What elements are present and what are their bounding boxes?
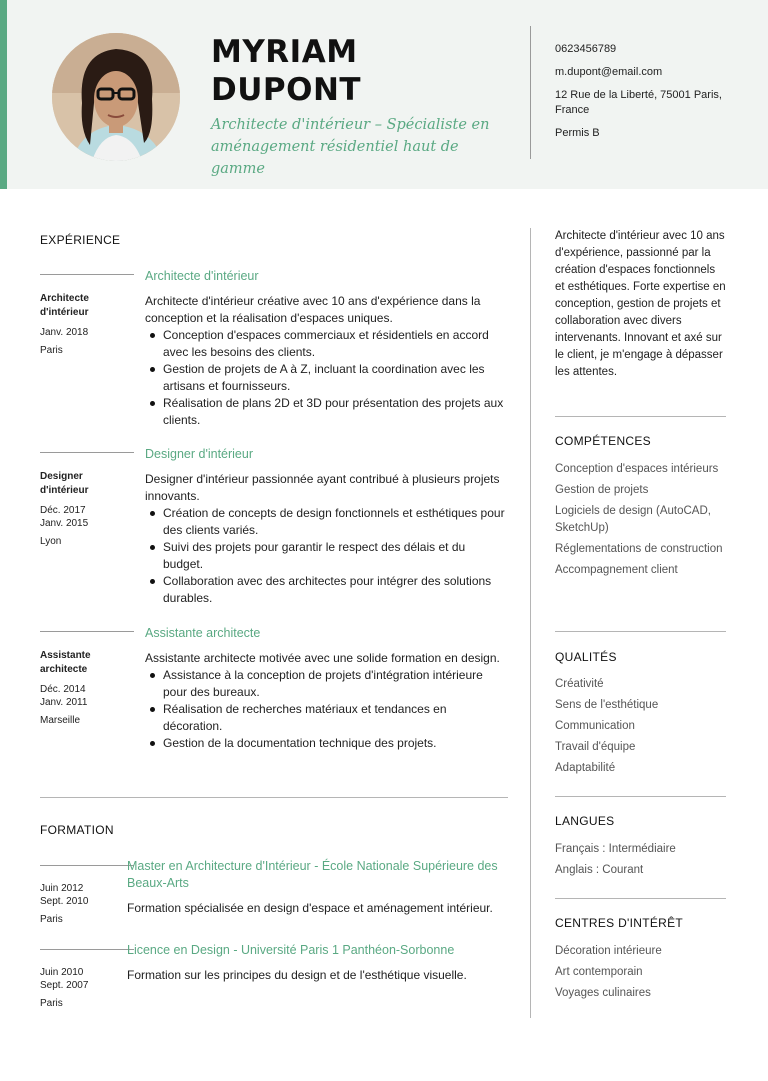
entry-title: Assistante architecte (145, 626, 261, 640)
skill-item: Logiciels de design (AutoCAD, SketchUp) (555, 505, 711, 534)
interests-list (555, 943, 727, 1006)
entry-role: Assistante architecte (40, 650, 91, 675)
entry-city: Marseille (40, 715, 81, 726)
languages-section-title: LANGUES (555, 814, 615, 828)
section-divider (555, 631, 726, 632)
entry-sidebar (40, 649, 130, 728)
postal-address: 12 Rue de la Liberté, 75001 Paris, France (555, 89, 722, 116)
interests-section-title: CENTRES D'INTÉRÊT (555, 916, 684, 930)
entry-content (127, 858, 512, 917)
entry-content (127, 942, 512, 984)
quality-item: Communication (555, 720, 635, 732)
entry-title: Licence en Design - Université Paris 1 Panthéon-Sorbonne (127, 943, 455, 957)
skill-item: Accompagnement client (555, 564, 678, 576)
interest-item: Art contemporain (555, 966, 643, 978)
entry-end-date: Juin 2010 (40, 967, 84, 978)
education-section-title: FORMATION (40, 823, 114, 837)
entry-content (145, 625, 505, 752)
entry-sidebar (40, 966, 130, 1011)
qualities-list (555, 676, 727, 781)
entry-role: Designer d'intérieur (40, 471, 89, 496)
entry-city: Paris (40, 914, 63, 925)
entry-title: Designer d'intérieur (145, 447, 253, 461)
contact-info (555, 42, 745, 149)
bullet-item: Gestion de la documentation technique des projets. (145, 735, 505, 752)
entry-date: Janv. 2018 (40, 327, 89, 338)
entry-title: Master en Architecture d'Intérieur - École Nationale Supérieure des Beaux-Arts (127, 859, 498, 890)
interest-item: Décoration intérieure (555, 945, 662, 957)
entry-rule (40, 865, 134, 866)
bullet-item: Réalisation de recherches matériaux et tendances en décoration. (145, 701, 505, 735)
entry-bullets (145, 505, 505, 607)
entry-title: Architecte d'intérieur (145, 269, 259, 283)
entry-sidebar (40, 470, 130, 549)
entry-description: Formation spécialisée en design d'espace et aménagement intérieur. (127, 901, 493, 915)
qualities-section-title: QUALITÉS (555, 650, 617, 664)
skill-item: Gestion de projets (555, 484, 649, 496)
quality-item: Créativité (555, 678, 604, 690)
entry-end-date: Déc. 2014 (40, 684, 86, 695)
section-divider (555, 796, 726, 797)
quality-item: Sens de l'esthétique (555, 699, 659, 711)
entry-rule (40, 452, 134, 453)
bullet-item: Assistance à la conception de projets d'intégration intérieure pour des bureaux. (145, 667, 505, 701)
bullet-item: Création de concepts de design fonctionnels et esthétiques pour des clients variés. (145, 505, 505, 539)
bullet-item: Conception d'espaces commerciaux et résidentiels en accord avec les besoins des clients. (145, 327, 505, 361)
entry-bullets (145, 667, 505, 752)
language-item: Anglais : Courant (555, 864, 644, 876)
driving-license: Permis B (555, 127, 600, 139)
entry-city: Paris (40, 345, 63, 356)
profile-photo-illustration (52, 33, 180, 161)
profile-photo (52, 33, 180, 161)
entry-city: Lyon (40, 536, 62, 547)
entry-end-date: Juin 2012 (40, 883, 84, 894)
bullet-item: Collaboration avec des architectes pour intégrer des solutions durables. (145, 573, 505, 607)
quality-item: Travail d'équipe (555, 741, 636, 753)
bullet-item: Gestion de projets de A à Z, incluant la coordination avec les artisans et fournisseurs. (145, 361, 505, 395)
section-divider (555, 898, 726, 899)
section-divider (40, 797, 508, 798)
entry-bullets (145, 327, 505, 429)
header-divider (530, 26, 531, 159)
entry-city: Paris (40, 998, 63, 1009)
interest-item: Voyages culinaires (555, 987, 651, 999)
skills-section-title: COMPÉTENCES (555, 434, 651, 448)
resume-header (0, 0, 768, 189)
skill-item: Conception d'espaces intérieurs (555, 463, 719, 475)
entry-rule (40, 274, 134, 275)
entry-description: Architecte d'intérieur créative avec 10 ans d'expérience dans la conception et la réalisation d'espaces uniques. (145, 294, 481, 325)
first-name: MYRIAM (211, 34, 358, 70)
entry-description: Assistante architecte motivée avec une solide formation en design. (145, 651, 500, 665)
email-address: m.dupont@email.com (555, 66, 663, 78)
entry-sidebar (40, 292, 130, 358)
last-name: DUPONT (211, 72, 362, 108)
experience-section-title: EXPÉRIENCE (40, 233, 121, 247)
entry-end-date: Déc. 2017 (40, 505, 86, 516)
entry-rule (40, 949, 134, 950)
profile-summary: Architecte d'intérieur avec 10 ans d'expérience, passionné par la création d'espaces fonctionnels et esthétiques. Forte expertise en conception, gestion de projets et collaboration avec divers intervenants. Innovant et axé sur le client, je m'engage à dépasser les attentes. (555, 230, 726, 378)
entry-description: Formation sur les principes du design et de l'esthétique visuelle. (127, 968, 467, 982)
entry-rule (40, 631, 134, 632)
entry-start-date: Janv. 2011 (40, 697, 88, 708)
section-divider (555, 416, 726, 417)
bullet-item: Suivi des projets pour garantir le respect des délais et du budget. (145, 539, 505, 573)
phone-number: 0623456789 (555, 43, 617, 55)
column-divider (530, 228, 531, 1018)
entry-description: Designer d'intérieur passionnée ayant contribué à plusieurs projets innovants. (145, 472, 500, 503)
skills-list (555, 461, 727, 583)
quality-item: Adaptabilité (555, 762, 616, 774)
entry-content (145, 268, 505, 429)
language-item: Français : Intermédiaire (555, 843, 676, 855)
languages-list (555, 841, 727, 883)
skill-item: Réglementations de construction (555, 543, 723, 555)
accent-bar (0, 0, 7, 189)
entry-content (145, 446, 505, 607)
entry-role: Architecte d'intérieur (40, 293, 89, 318)
entry-start-date: Sept. 2007 (40, 980, 89, 991)
candidate-name (211, 33, 361, 109)
bullet-item: Réalisation de plans 2D et 3D pour présentation des projets aux clients. (145, 395, 505, 429)
entry-start-date: Janv. 2015 (40, 518, 89, 529)
job-tagline: Architecte d'intérieur – Spécialiste en aménagement résidentiel haut de gamme (211, 117, 490, 177)
entry-sidebar (40, 882, 130, 927)
entry-start-date: Sept. 2010 (40, 896, 89, 907)
